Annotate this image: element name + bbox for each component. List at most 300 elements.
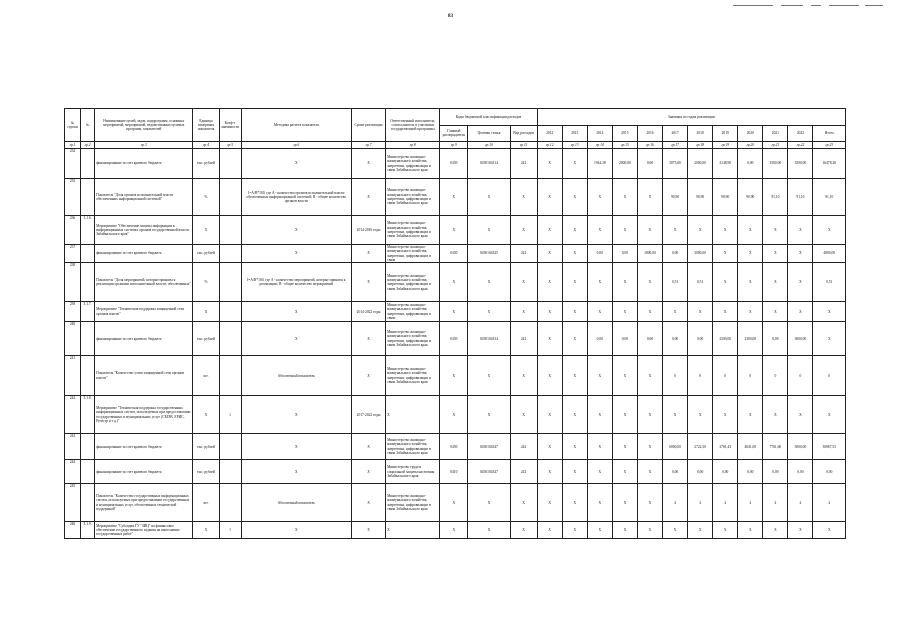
column-number: гр.19 xyxy=(713,142,738,149)
grbs-cell: X xyxy=(440,522,468,539)
year-value-cell: 0,00 xyxy=(663,245,688,263)
column-number: гр.4 xyxy=(193,142,219,149)
row-number-cell: 244 xyxy=(65,460,81,484)
method-cell: X xyxy=(241,216,351,245)
year-value-cell: 4 xyxy=(788,484,813,522)
item-number-cell: 3.1.9. xyxy=(81,522,95,539)
year-value-cell: 5000,00 xyxy=(788,434,813,460)
year-value-cell: X xyxy=(612,302,637,322)
year-value-cell: 0,00 xyxy=(738,460,763,484)
header-item-number: № xyxy=(81,109,95,142)
method-cell: X xyxy=(241,460,351,484)
year-value-cell: X xyxy=(562,216,587,245)
year-value-cell: 0,00 xyxy=(763,460,788,484)
year-value-cell: 0,00 xyxy=(763,322,788,356)
name-cell: Мероприятие "Техническая поддержка государственных информационных систем, используемых при предоставлении государственных и муниципальных услуг (СМЭВ, ЕРИС, Регистр и т.д.)" xyxy=(95,396,193,434)
year-value-cell: X xyxy=(562,356,587,396)
year-value-cell: X xyxy=(813,396,846,434)
year-value-cell: 0,00 xyxy=(637,322,662,356)
year-value-cell: X xyxy=(587,460,612,484)
year-value-cell: X xyxy=(587,302,612,322)
year-value-cell: 91,10 xyxy=(788,179,813,216)
name-cell: Показатель "Количество государственных информационных систем, используемых при предоставлении государственных и муниципальных услуг, обеспеченных технической поддержкой" xyxy=(95,484,193,522)
year-value-cell: 0 xyxy=(663,356,688,396)
unit-cell: тыс. рублей xyxy=(193,149,219,179)
term-cell: X xyxy=(352,263,386,302)
grbs-cell: X xyxy=(440,263,468,302)
name-cell: Показатель "Доля мероприятий, которые приняты к реализации органами исполнительной власти, обеспеченных" xyxy=(95,263,193,302)
year-value-cell: X xyxy=(612,179,637,216)
term-cell: 2014-2016 годы xyxy=(352,216,386,245)
grbs-cell: 0450 xyxy=(440,322,468,356)
column-number: гр.16 xyxy=(637,142,662,149)
table-row xyxy=(65,245,846,263)
year-value-cell: X xyxy=(788,245,813,263)
year-value-cell: X xyxy=(713,245,738,263)
responsible-cell: Министерство жилищно-коммунального хозяйства, энергетики, цифровизации и связи Забайкальского края xyxy=(386,322,440,356)
row-number-cell: 241 xyxy=(65,356,81,396)
year-value-cell: X xyxy=(663,396,688,434)
expense-type-cell: X xyxy=(510,522,537,539)
target-article-cell: 0450104347 xyxy=(468,434,510,460)
year-value-cell: X xyxy=(637,434,662,460)
header-year: 2018 xyxy=(688,125,713,142)
name-cell: финансирование за счет краевого бюджета xyxy=(95,434,193,460)
year-value-cell: X xyxy=(587,522,612,539)
expense-type-cell: X xyxy=(510,216,537,245)
column-number: гр.10 xyxy=(468,142,510,149)
responsible-cell: X xyxy=(386,522,440,539)
year-value-cell: 0,51 xyxy=(813,263,846,302)
year-value-cell: 3000,00 xyxy=(788,322,813,356)
expense-type-cell: X xyxy=(510,263,537,302)
year-value-cell: 4041,00 xyxy=(738,434,763,460)
year-value-cell: X xyxy=(587,216,612,245)
year-value-cell: X xyxy=(587,434,612,460)
term-cell: X xyxy=(352,245,386,263)
header-year: 2022 xyxy=(788,125,813,142)
year-value-cell: X xyxy=(562,179,587,216)
year-value-cell: X xyxy=(813,216,846,245)
year-value-cell: 0,00 xyxy=(738,149,763,179)
year-value-cell: X xyxy=(612,484,637,522)
year-value-cell: 0 xyxy=(788,356,813,396)
header-year: 2014 xyxy=(587,125,612,142)
grbs-cell: X xyxy=(440,356,468,396)
year-value-cell: X xyxy=(612,263,637,302)
year-value-cell: X xyxy=(763,396,788,434)
column-number: гр.6 xyxy=(241,142,351,149)
year-value-cell: X xyxy=(663,522,688,539)
target-article-cell: 0450104334 xyxy=(468,322,510,356)
year-value-cell: X xyxy=(562,396,587,434)
year-value-cell: 4 xyxy=(763,484,788,522)
coefficient-cell: 1 xyxy=(219,396,241,434)
year-value-cell: 2300,00 xyxy=(738,322,763,356)
unit-cell: % xyxy=(193,263,219,302)
year-value-cell: X xyxy=(713,396,738,434)
year-value-cell: X xyxy=(763,263,788,302)
year-value-cell: 16478,28 xyxy=(813,149,846,179)
method-cell: X xyxy=(241,245,351,263)
year-value-cell: X xyxy=(738,302,763,322)
target-article-cell: X xyxy=(468,263,510,302)
item-number-cell: 3.1.7. xyxy=(81,302,95,322)
year-value-cell: 0,00 xyxy=(788,460,813,484)
unit-cell: тыс. рублей xyxy=(193,460,219,484)
year-value-cell: X xyxy=(637,216,662,245)
table-row xyxy=(65,149,846,179)
expense-type-cell: X xyxy=(510,356,537,396)
year-value-cell: X xyxy=(587,179,612,216)
year-value-cell: 0,51 xyxy=(663,263,688,302)
year-value-cell: X xyxy=(763,302,788,322)
unit-cell: X xyxy=(193,396,219,434)
term-cell: X xyxy=(352,434,386,460)
column-number: гр.11 xyxy=(510,142,537,149)
year-value-cell: 91,10 xyxy=(813,179,846,216)
method-cell: I=A/B*100, где A - количество мероприятий, которые приняты к реализации; B - общее количество мероприятий xyxy=(241,263,351,302)
year-value-cell: X xyxy=(612,460,637,484)
coefficient-cell xyxy=(219,245,241,263)
target-article-cell: X xyxy=(468,484,510,522)
year-value-cell: 7761,60 xyxy=(763,434,788,460)
name-cell: финансирование за счет краевого бюджета xyxy=(95,245,193,263)
year-value-cell: 2148,90 xyxy=(713,149,738,179)
header-term: Сроки реализации xyxy=(352,109,386,142)
expense-type-cell: 242 xyxy=(510,322,537,356)
year-value-cell: 0 xyxy=(713,356,738,396)
year-value-cell: X xyxy=(612,216,637,245)
expense-type-cell: 242 xyxy=(510,434,537,460)
year-value-cell: X xyxy=(813,522,846,539)
year-value-cell: X xyxy=(537,216,562,245)
term-cell: X xyxy=(352,484,386,522)
year-value-cell: 2000,00 xyxy=(688,149,713,179)
year-value-cell: X xyxy=(763,216,788,245)
year-value-cell: 0,00 xyxy=(813,460,846,484)
column-number: гр.15 xyxy=(612,142,637,149)
year-value-cell: 90,90 xyxy=(688,179,713,216)
year-value-cell: X xyxy=(663,216,688,245)
year-value-cell: X xyxy=(562,245,587,263)
method-cell: Абсолютный показатель xyxy=(241,356,351,396)
unit-cell: тыс. рублей xyxy=(193,434,219,460)
grbs-cell: X xyxy=(440,484,468,522)
row-number-cell: 236 xyxy=(65,216,81,245)
grbs-cell: X xyxy=(440,216,468,245)
year-value-cell: X xyxy=(688,396,713,434)
responsible-cell: Министерство жилищно-коммунального хозяйства, энергетики, цифровизации и связи xyxy=(386,245,440,263)
unit-cell: X xyxy=(193,302,219,322)
year-value-cell: 3781,43 xyxy=(713,434,738,460)
target-article-cell: X xyxy=(468,179,510,216)
table-row xyxy=(65,356,846,396)
program-table xyxy=(64,108,846,539)
term-cell: X xyxy=(352,460,386,484)
year-value-cell: X xyxy=(688,522,713,539)
year-value-cell: X xyxy=(537,356,562,396)
item-number-cell xyxy=(81,149,95,179)
year-value-cell: X xyxy=(587,263,612,302)
year-value-cell: X xyxy=(562,149,587,179)
table-row xyxy=(65,484,846,522)
column-number: гр.18 xyxy=(688,142,713,149)
column-number: гр.12 xyxy=(537,142,562,149)
year-value-cell: X xyxy=(587,484,612,522)
year-value-cell: 0,00 xyxy=(587,245,612,263)
year-value-cell: X xyxy=(562,522,587,539)
coefficient-cell: 1 xyxy=(219,522,241,539)
method-cell: X xyxy=(241,396,351,434)
year-value-cell: X xyxy=(537,522,562,539)
method-cell: I=A/B*100, где A - количество органов исполнительной власти обеспеченных информационной системой; B - общее количество органов власти xyxy=(241,179,351,216)
responsible-cell: Министерство труда и социальной защиты населения Забайкальского края xyxy=(386,460,440,484)
year-value-cell: X xyxy=(763,245,788,263)
scan-artifact xyxy=(733,3,893,9)
year-value-cell: 0 xyxy=(688,356,713,396)
header-year: 2012 xyxy=(537,125,562,142)
name-cell: Показатель "Количество узлов защищенной сети органов власти" xyxy=(95,356,193,396)
grbs-cell: 0450 xyxy=(440,149,468,179)
year-value-cell: X xyxy=(788,263,813,302)
year-value-cell: X xyxy=(537,396,562,434)
year-value-cell: X xyxy=(738,522,763,539)
year-value-cell: X xyxy=(537,245,562,263)
header-year: Итого xyxy=(813,125,846,142)
row-number-cell: 239 xyxy=(65,302,81,322)
year-value-cell: X xyxy=(637,396,662,434)
coefficient-cell xyxy=(219,216,241,245)
year-value-cell: X xyxy=(763,522,788,539)
year-value-cell: 4 xyxy=(663,484,688,522)
year-value-cell: X xyxy=(713,263,738,302)
year-value-cell: 0 xyxy=(763,356,788,396)
header-method: Методика расчета показателя xyxy=(241,109,351,142)
year-value-cell: X xyxy=(587,356,612,396)
coefficient-cell xyxy=(219,484,241,522)
column-number: гр.9 xyxy=(440,142,468,149)
header-year: 2019 xyxy=(713,125,738,142)
name-cell: финансирование за счет краевого бюджета xyxy=(95,149,193,179)
row-number-cell: 238 xyxy=(65,263,81,302)
expense-type-cell: 242 xyxy=(510,460,537,484)
expense-type-cell: X xyxy=(510,302,537,322)
year-value-cell: 3000,00 xyxy=(688,245,713,263)
year-value-cell: 3500,00 xyxy=(763,149,788,179)
year-value-cell: X xyxy=(738,263,763,302)
term-cell: 2014-2022 годы xyxy=(352,302,386,322)
coefficient-cell xyxy=(219,322,241,356)
coefficient-cell xyxy=(219,179,241,216)
year-value-cell: X xyxy=(612,396,637,434)
header-budget-codes: Коды бюджетной классификации расходов xyxy=(440,109,537,126)
year-value-cell: 3500,00 xyxy=(788,149,813,179)
header-target-article: Целевая статья xyxy=(468,125,510,142)
item-number-cell: 3.1.8. xyxy=(81,396,95,434)
term-cell: X xyxy=(352,322,386,356)
year-value-cell: 0,00 xyxy=(587,322,612,356)
year-value-cell: 0,00 xyxy=(663,460,688,484)
header-year: 2017 xyxy=(663,125,688,142)
year-value-cell: X xyxy=(562,322,587,356)
year-value-cell: 0,00 xyxy=(663,322,688,356)
item-number-cell xyxy=(81,356,95,396)
header-year: 2013 xyxy=(562,125,587,142)
year-value-cell: X xyxy=(562,263,587,302)
target-article-cell: 0450104314 xyxy=(468,149,510,179)
year-value-cell: X xyxy=(663,302,688,322)
year-value-cell: X xyxy=(537,179,562,216)
coefficient-cell xyxy=(219,460,241,484)
column-number: гр.17 xyxy=(663,142,688,149)
column-number: гр.7 xyxy=(352,142,386,149)
year-value-cell: X xyxy=(637,356,662,396)
unit-cell: % xyxy=(193,179,219,216)
column-number: гр.21 xyxy=(763,142,788,149)
year-value-cell: X xyxy=(537,460,562,484)
responsible-cell: Министерство жилищно-коммунального хозяйства, энергетики, цифровизации и связи Забайкальского края xyxy=(386,179,440,216)
target-article-cell: X xyxy=(468,216,510,245)
year-value-cell: X xyxy=(738,396,763,434)
year-value-cell: 0,51 xyxy=(688,263,713,302)
year-value-cell: 90,90 xyxy=(713,179,738,216)
item-number-cell xyxy=(81,322,95,356)
responsible-cell: Министерство жилищно-коммунального хозяйства, энергетики, цифровизации и связи Забайкальского края xyxy=(386,434,440,460)
table-row xyxy=(65,322,846,356)
year-value-cell: X xyxy=(713,216,738,245)
coefficient-cell xyxy=(219,302,241,322)
unit-cell: X xyxy=(193,216,219,245)
column-number: гр.23 xyxy=(813,142,846,149)
header-responsible: Ответственный исполнитель, соисполнитель и участники государственной программы xyxy=(386,109,440,142)
year-value-cell: X xyxy=(637,460,662,484)
coefficient-cell xyxy=(219,263,241,302)
year-value-cell: 90,90 xyxy=(663,179,688,216)
year-value-cell: 0,00 xyxy=(713,460,738,484)
year-value-cell: X xyxy=(788,522,813,539)
row-number-cell: 234 xyxy=(65,149,81,179)
year-value-cell: 2300,00 xyxy=(713,322,738,356)
grbs-cell: X xyxy=(440,302,468,322)
row-number-cell: 240 xyxy=(65,322,81,356)
year-value-cell: X xyxy=(637,263,662,302)
year-value-cell: 0,00 xyxy=(612,245,637,263)
year-value-cell: X xyxy=(637,179,662,216)
table-row xyxy=(65,522,846,539)
year-value-cell: 0 xyxy=(738,356,763,396)
year-value-cell: X xyxy=(637,484,662,522)
row-number-cell: 237 xyxy=(65,245,81,263)
column-number: гр.22 xyxy=(788,142,813,149)
responsible-cell: Министерство жилищно-коммунального хозяйства, энергетики, цифровизации и связи Забайкальского края xyxy=(386,356,440,396)
year-value-cell: X xyxy=(637,522,662,539)
header-expense-type: Вид расходов xyxy=(510,125,537,142)
header-year: 2020 xyxy=(738,125,763,142)
year-value-cell: X xyxy=(562,484,587,522)
year-value-cell: 2722,50 xyxy=(688,434,713,460)
term-cell: X xyxy=(352,179,386,216)
year-value-cell: 3075,00 xyxy=(663,149,688,179)
header-unit: Единица измерения показателя xyxy=(193,109,219,142)
year-value-cell: X xyxy=(562,460,587,484)
term-cell: X xyxy=(352,356,386,396)
table-row xyxy=(65,263,846,302)
year-value-cell: 1800,00 xyxy=(637,245,662,263)
unit-cell: шт. xyxy=(193,356,219,396)
year-value-cell: X xyxy=(738,245,763,263)
name-cell: Мероприятие "Техническая поддержка защищенной сети органов власти" xyxy=(95,302,193,322)
method-cell: X xyxy=(241,322,351,356)
coefficient-cell xyxy=(219,356,241,396)
term-cell: X xyxy=(352,149,386,179)
column-number: гр.8 xyxy=(386,142,440,149)
header-row-number: № строки xyxy=(65,109,81,142)
grbs-cell: X xyxy=(440,396,468,434)
name-cell: финансирование за счет краевого бюджета xyxy=(95,460,193,484)
name-cell: финансирование за счет краевого бюджета xyxy=(95,322,193,356)
year-value-cell: X xyxy=(713,302,738,322)
year-value-cell: X xyxy=(738,216,763,245)
term-cell: 2017-2022 годы xyxy=(352,396,386,434)
method-cell: X xyxy=(241,522,351,539)
column-number: гр.20 xyxy=(738,142,763,149)
year-value-cell: X xyxy=(537,322,562,356)
year-value-cell: X xyxy=(813,302,846,322)
coefficient-cell xyxy=(219,149,241,179)
table-row xyxy=(65,460,846,484)
responsible-cell: Министерство жилищно-коммунального хозяйства, энергетики, цифровизации и связи Забайкальского края xyxy=(386,216,440,245)
year-value-cell: 4 xyxy=(738,484,763,522)
column-number: гр.1 xyxy=(65,142,81,149)
table-row xyxy=(65,216,846,245)
responsible-cell: Министерство жилищно-коммунального хозяйства, энергетики, цифровизации и связи Забайкальского края xyxy=(386,484,440,522)
term-cell: X xyxy=(352,522,386,539)
expense-type-cell: X xyxy=(510,484,537,522)
row-number-cell: 235 xyxy=(65,179,81,216)
grbs-cell: X xyxy=(440,179,468,216)
year-value-cell: 90,90 xyxy=(738,179,763,216)
year-value-cell: X xyxy=(562,434,587,460)
responsible-cell: Министерство жилищно-коммунального хозяйства, энергетики, цифровизации и связи xyxy=(386,302,440,322)
expense-type-cell: X xyxy=(510,396,537,434)
name-cell: Мероприятие "Субсидия ГУ "ЗИЦ" на финансовое обеспечение государственного задания на выполнение государственных работ" xyxy=(95,522,193,539)
page-number: 83 xyxy=(448,14,453,19)
responsible-cell: Министерство жилищно-коммунального хозяйства, энергетики, цифровизации и связи Забайкальского края xyxy=(386,263,440,302)
table-row xyxy=(65,302,846,322)
year-value-cell: 4 xyxy=(713,484,738,522)
responsible-cell: X xyxy=(386,396,440,434)
target-article-cell: 0450104347 xyxy=(468,460,510,484)
year-value-cell: 6000,00 xyxy=(663,434,688,460)
method-cell: X xyxy=(241,302,351,322)
header-year: 2021 xyxy=(763,125,788,142)
table-row xyxy=(65,179,846,216)
target-article-cell: X xyxy=(468,302,510,322)
year-value-cell: 4 xyxy=(813,484,846,522)
year-value-cell: 1944,38 xyxy=(587,149,612,179)
column-number: гр.13 xyxy=(562,142,587,149)
expense-type-cell: X xyxy=(510,179,537,216)
name-cell: Показатель "Доля органов исполнительной власти обеспеченных информационной системой" xyxy=(95,179,193,216)
year-value-cell: X xyxy=(537,302,562,322)
item-number-cell xyxy=(81,179,95,216)
method-cell: X xyxy=(241,149,351,179)
year-value-cell: X xyxy=(688,302,713,322)
year-value-cell: 0,00 xyxy=(637,149,662,179)
row-number-cell: 245 xyxy=(65,484,81,522)
year-value-cell: X xyxy=(537,149,562,179)
